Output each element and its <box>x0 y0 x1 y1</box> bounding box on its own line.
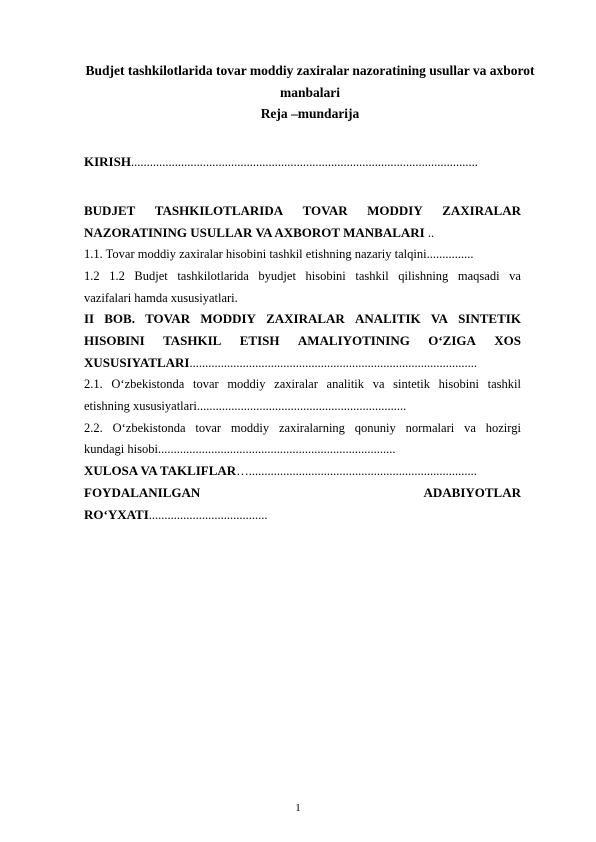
toc-entry-chapter-1-line-2 <box>84 225 521 241</box>
toc-word: va <box>464 421 476 435</box>
toc-leader-dots: ............... <box>426 247 474 261</box>
toc-word: moddiy <box>230 421 270 435</box>
toc-word: 1.2 <box>109 269 125 283</box>
toc-word: analitik <box>326 377 365 391</box>
toc-word: TASHKIL <box>163 333 222 348</box>
toc-entry-1-2-line-2: vazifalari hamda xususiyatlari. <box>84 291 238 305</box>
toc-word: VA <box>430 311 448 326</box>
toc-leader-dots: ............................................................................................ <box>189 356 477 370</box>
toc-word: hozirgi <box>485 421 521 435</box>
toc-entry-label: KIRISH <box>84 154 131 169</box>
toc-word: tovar <box>192 377 219 391</box>
toc-word: 1.2 <box>84 269 100 283</box>
toc-word: II <box>84 311 95 326</box>
toc-entry-label: NAZORATINING USULLAR VA AXBOROT MANBALARI <box>84 225 425 240</box>
toc-leader-dots: ...................................... <box>148 508 268 522</box>
toc-word: AMALIYOTINING <box>297 333 410 348</box>
toc-word: tashkilotlarida <box>177 269 249 283</box>
toc-word: ZAXIRALAR <box>442 203 521 218</box>
toc-word: BUDJET <box>84 203 136 218</box>
toc-entry-2-1-line-1 <box>84 376 521 392</box>
toc-word: MODDIY <box>367 203 423 218</box>
toc-entry-1-2-line-1 <box>84 268 521 284</box>
toc-word: maqsadi <box>457 269 500 283</box>
toc-word: TOVAR <box>302 203 348 218</box>
toc-entry-label: kundagi hisobi <box>84 442 158 456</box>
toc-word: normalari <box>405 421 455 435</box>
toc-leader-dots: .. <box>424 226 435 240</box>
toc-word: TASHKILOTLARIDA <box>154 203 284 218</box>
toc-leader-dots: ............................................................................ <box>157 442 396 456</box>
toc-word: qonuniy <box>354 421 396 435</box>
toc-entry-label: XUSUSIYATLARI <box>84 355 190 370</box>
toc-word: SINTETIK <box>458 311 521 326</box>
toc-word: XOS <box>494 333 521 348</box>
toc-word: 2.2. <box>84 421 103 435</box>
toc-word: sintetik <box>393 377 430 391</box>
toc-word: va <box>372 377 385 391</box>
toc-entry-label: RO‘YXATI <box>84 507 149 522</box>
document-title-line-2: manbalari <box>279 85 340 100</box>
toc-entry-kirish <box>84 154 521 170</box>
toc-entry-label: XULOSA VA TAKLIFLAR <box>84 463 237 478</box>
toc-entry-references-line-2 <box>84 507 521 523</box>
toc-word: hisobini <box>438 377 479 391</box>
toc-entry-1-1 <box>84 246 521 262</box>
toc-word: O‘ZIGA <box>428 333 476 348</box>
toc-word: O‘zbekistonda <box>112 421 186 435</box>
toc-word: ETISH <box>239 333 280 348</box>
toc-leader-dots: …......................................................................... <box>236 464 477 478</box>
toc-word: MODDIY <box>200 311 256 326</box>
toc-word: ADABIYOTLAR <box>423 485 521 500</box>
toc-word: zaxiralarning <box>278 421 345 435</box>
toc-word: ANALITIK <box>354 311 421 326</box>
toc-word: HISOBINI <box>84 333 145 348</box>
toc-entry-2-1-line-2 <box>84 398 521 414</box>
toc-entry-2-2-line-1 <box>84 420 521 436</box>
toc-leader-dots: ................................................................... <box>196 399 407 413</box>
toc-word: FOYDALANILGAN <box>84 485 201 500</box>
toc-word: zaxiralar <box>274 377 318 391</box>
toc-entry-label: 1.1. Tovar moddiy zaxiralar hisobini tashkil etishning nazariy talqini <box>84 247 427 261</box>
toc-word: TOVAR <box>145 311 191 326</box>
toc-word: byudjet <box>258 269 296 283</box>
toc-entry-chapter-1-line-1 <box>84 203 521 219</box>
toc-word: BOB. <box>104 311 135 326</box>
plan-heading: Reja –mundarija <box>260 106 360 121</box>
toc-word: ZAXIRALAR <box>266 311 345 326</box>
toc-word: 2.1. <box>84 377 103 391</box>
toc-word: tovar <box>195 421 222 435</box>
toc-entry-chapter-2-line-3 <box>84 355 521 371</box>
toc-word: qilishning <box>398 269 449 283</box>
toc-leader-dots: ............................................................................................................... <box>130 155 478 169</box>
toc-word: va <box>509 269 521 283</box>
toc-entry-chapter-2-line-1 <box>84 311 521 327</box>
toc-word: O‘zbekistonda <box>111 377 185 391</box>
toc-word: Budjet <box>134 269 168 283</box>
toc-word: tashkil <box>355 269 389 283</box>
toc-entry-references-line-1 <box>84 485 521 501</box>
document-title-line-1: Budjet tashkilotlarida tovar moddiy zaxiralar nazoratining usullar va axborot <box>85 63 535 78</box>
toc-word: tashkil <box>487 377 521 391</box>
toc-entry-chapter-2-line-2 <box>84 333 521 349</box>
page-number: 1 <box>295 802 301 814</box>
toc-entry-label: etishning xususiyatlari <box>84 399 197 413</box>
toc-entry-xulosa <box>84 463 521 479</box>
toc-entry-2-2-line-2 <box>84 441 521 457</box>
toc-word: moddiy <box>227 377 266 391</box>
toc-word: hisobini <box>305 269 346 283</box>
